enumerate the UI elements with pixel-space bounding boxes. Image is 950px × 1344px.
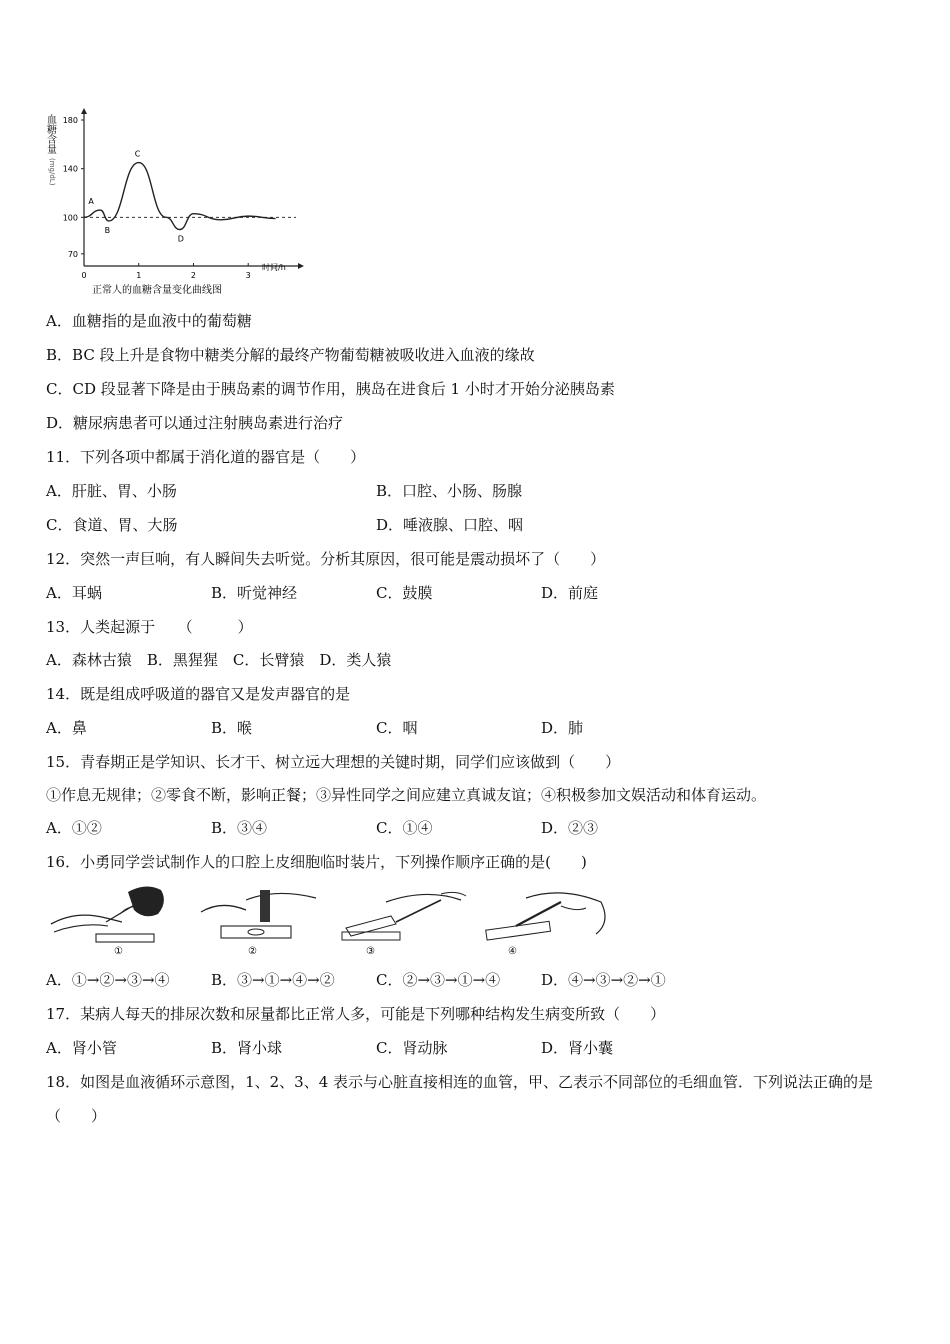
figure-label-4: ④ <box>508 946 517 957</box>
q11-option-a: A．肝脏、胃、小肠 <box>46 482 177 500</box>
chart-series-line <box>84 163 276 230</box>
figure-label-3: ③ <box>366 946 375 957</box>
slide-preparation-figures <box>46 882 626 962</box>
chart-ytick-label: 180 <box>62 116 78 125</box>
chart-point-label-c: C <box>134 149 141 159</box>
figure-label-1: ① <box>114 946 123 957</box>
q13-stem: 13．人类起源于 （ ） <box>46 618 253 636</box>
q11-option-b: B．口腔、小肠、肠腺 <box>376 482 523 500</box>
figure-label-2: ② <box>248 946 257 957</box>
q17-option-a: A．肾小管 <box>46 1039 117 1057</box>
q10-option-d: D．糖尿病患者可以通过注射胰岛素进行治疗 <box>46 414 344 432</box>
q15-items: ①作息无规律；②零食不断，影响正餐；③异性同学之间应建立真诚友谊；④积极参加文娱活动和体育运动。 <box>46 786 767 804</box>
figure-4-stain <box>486 893 605 940</box>
q12-option-b: B．听觉神经 <box>211 584 298 602</box>
chart-yunit: (mg/dL) <box>48 158 56 186</box>
q14-stem: 14．既是组成呼吸道的器官又是发声器官的是 <box>46 685 351 703</box>
q12-option-d: D．前庭 <box>541 584 599 602</box>
q15-stem: 15．青春期正是学知识、长才干、树立远大理想的关键时期，同学们应该做到（ ） <box>46 753 621 771</box>
q17-option-b: B．肾小球 <box>211 1039 283 1057</box>
q12-option-a: A．耳蜗 <box>46 584 102 602</box>
q12-stem: 12．突然一声巨响，有人瞬间失去听觉。分析其原因，很可能是震动损坏了（ ） <box>46 550 606 568</box>
q15-option-d: D．②③ <box>541 819 599 837</box>
chart-xtick-label: 1 <box>136 271 142 280</box>
q15-option-b: B．③④ <box>211 819 268 837</box>
chart-point-label-b: B <box>104 225 111 235</box>
chart-point-label-a: A <box>88 197 94 207</box>
q11-stem: 11．下列各项中都属于消化道的器官是（ ） <box>46 448 366 466</box>
chart-ytick-label: 100 <box>62 213 78 223</box>
chart-xtick-label: 3 <box>245 271 251 280</box>
q16-option-d: D．④→③→②→① <box>541 971 666 989</box>
q10-option-b: B．BC 段上升是食物中糖类分解的最终产物葡萄糖被吸收进入血液的缘故 <box>46 346 535 364</box>
q10-option-a: A．血糖指的是血液中的葡萄糖 <box>46 312 252 330</box>
chart-ytick-label: 70 <box>67 249 78 259</box>
chart-xlabel: 时间/h <box>262 263 286 272</box>
figure-1-scrape-cheek <box>51 886 164 942</box>
q11-option-d: D．唾液腺、口腔、咽 <box>376 516 524 534</box>
chart-ylabel: 血糖含量 <box>44 114 56 154</box>
q16-option-c: C．②→③→①→④ <box>376 971 501 989</box>
q14-option-c: C．咽 <box>376 719 418 737</box>
q16-option-a: A．①→②→③→④ <box>46 971 170 989</box>
q17-stem: 17．某病人每天的排尿次数和尿量都比正常人多，可能是下列哪种结构发生病变所致（ ） <box>46 1005 666 1023</box>
chart-xtick-label: 0 <box>81 271 87 280</box>
q15-option-a: A．①② <box>46 819 102 837</box>
q16-stem: 16．小勇同学尝试制作人的口腔上皮细胞临时装片，下列操作顺序正确的是( ) <box>46 853 587 871</box>
q15-option-c: C．①④ <box>376 819 433 837</box>
chart-xtick-label: 2 <box>190 271 197 280</box>
q18-stem: 18．如图是血液循环示意图，1、2、3、4 表示与心脏直接相连的血管，甲、乙表示不同部位的毛细血管．下列说法正确的是（ ） <box>46 1073 874 1125</box>
chart-ytick-label: 140 <box>62 164 78 174</box>
q11-option-c: C．食道、胃、大肠 <box>46 516 178 534</box>
blood-sugar-chart <box>40 100 310 300</box>
q14-option-a: A．鼻 <box>46 719 87 737</box>
q16-option-b: B．③→①→④→② <box>211 971 335 989</box>
q14-option-b: B．喉 <box>211 719 253 737</box>
chart-point-label-d: D <box>177 234 184 244</box>
q10-option-c: C．CD 段显著下降是由于胰岛素的调节作用，胰岛在进食后 1 小时才开始分泌胰岛素 <box>46 380 615 398</box>
figure-2-drop-liquid <box>201 890 316 938</box>
q14-option-d: D．肺 <box>541 719 584 737</box>
figure-3-coverslip <box>342 892 466 940</box>
q13-options: A．森林古猿 B．黑猩猩 C．长臂猿 D．类人猿 <box>46 651 392 669</box>
q17-option-c: C．肾动脉 <box>376 1039 448 1057</box>
chart-caption: 正常人的血糖含量变化曲线图 <box>92 285 222 296</box>
q17-option-d: D．肾小囊 <box>541 1039 614 1057</box>
q12-option-c: C．鼓膜 <box>376 584 433 602</box>
